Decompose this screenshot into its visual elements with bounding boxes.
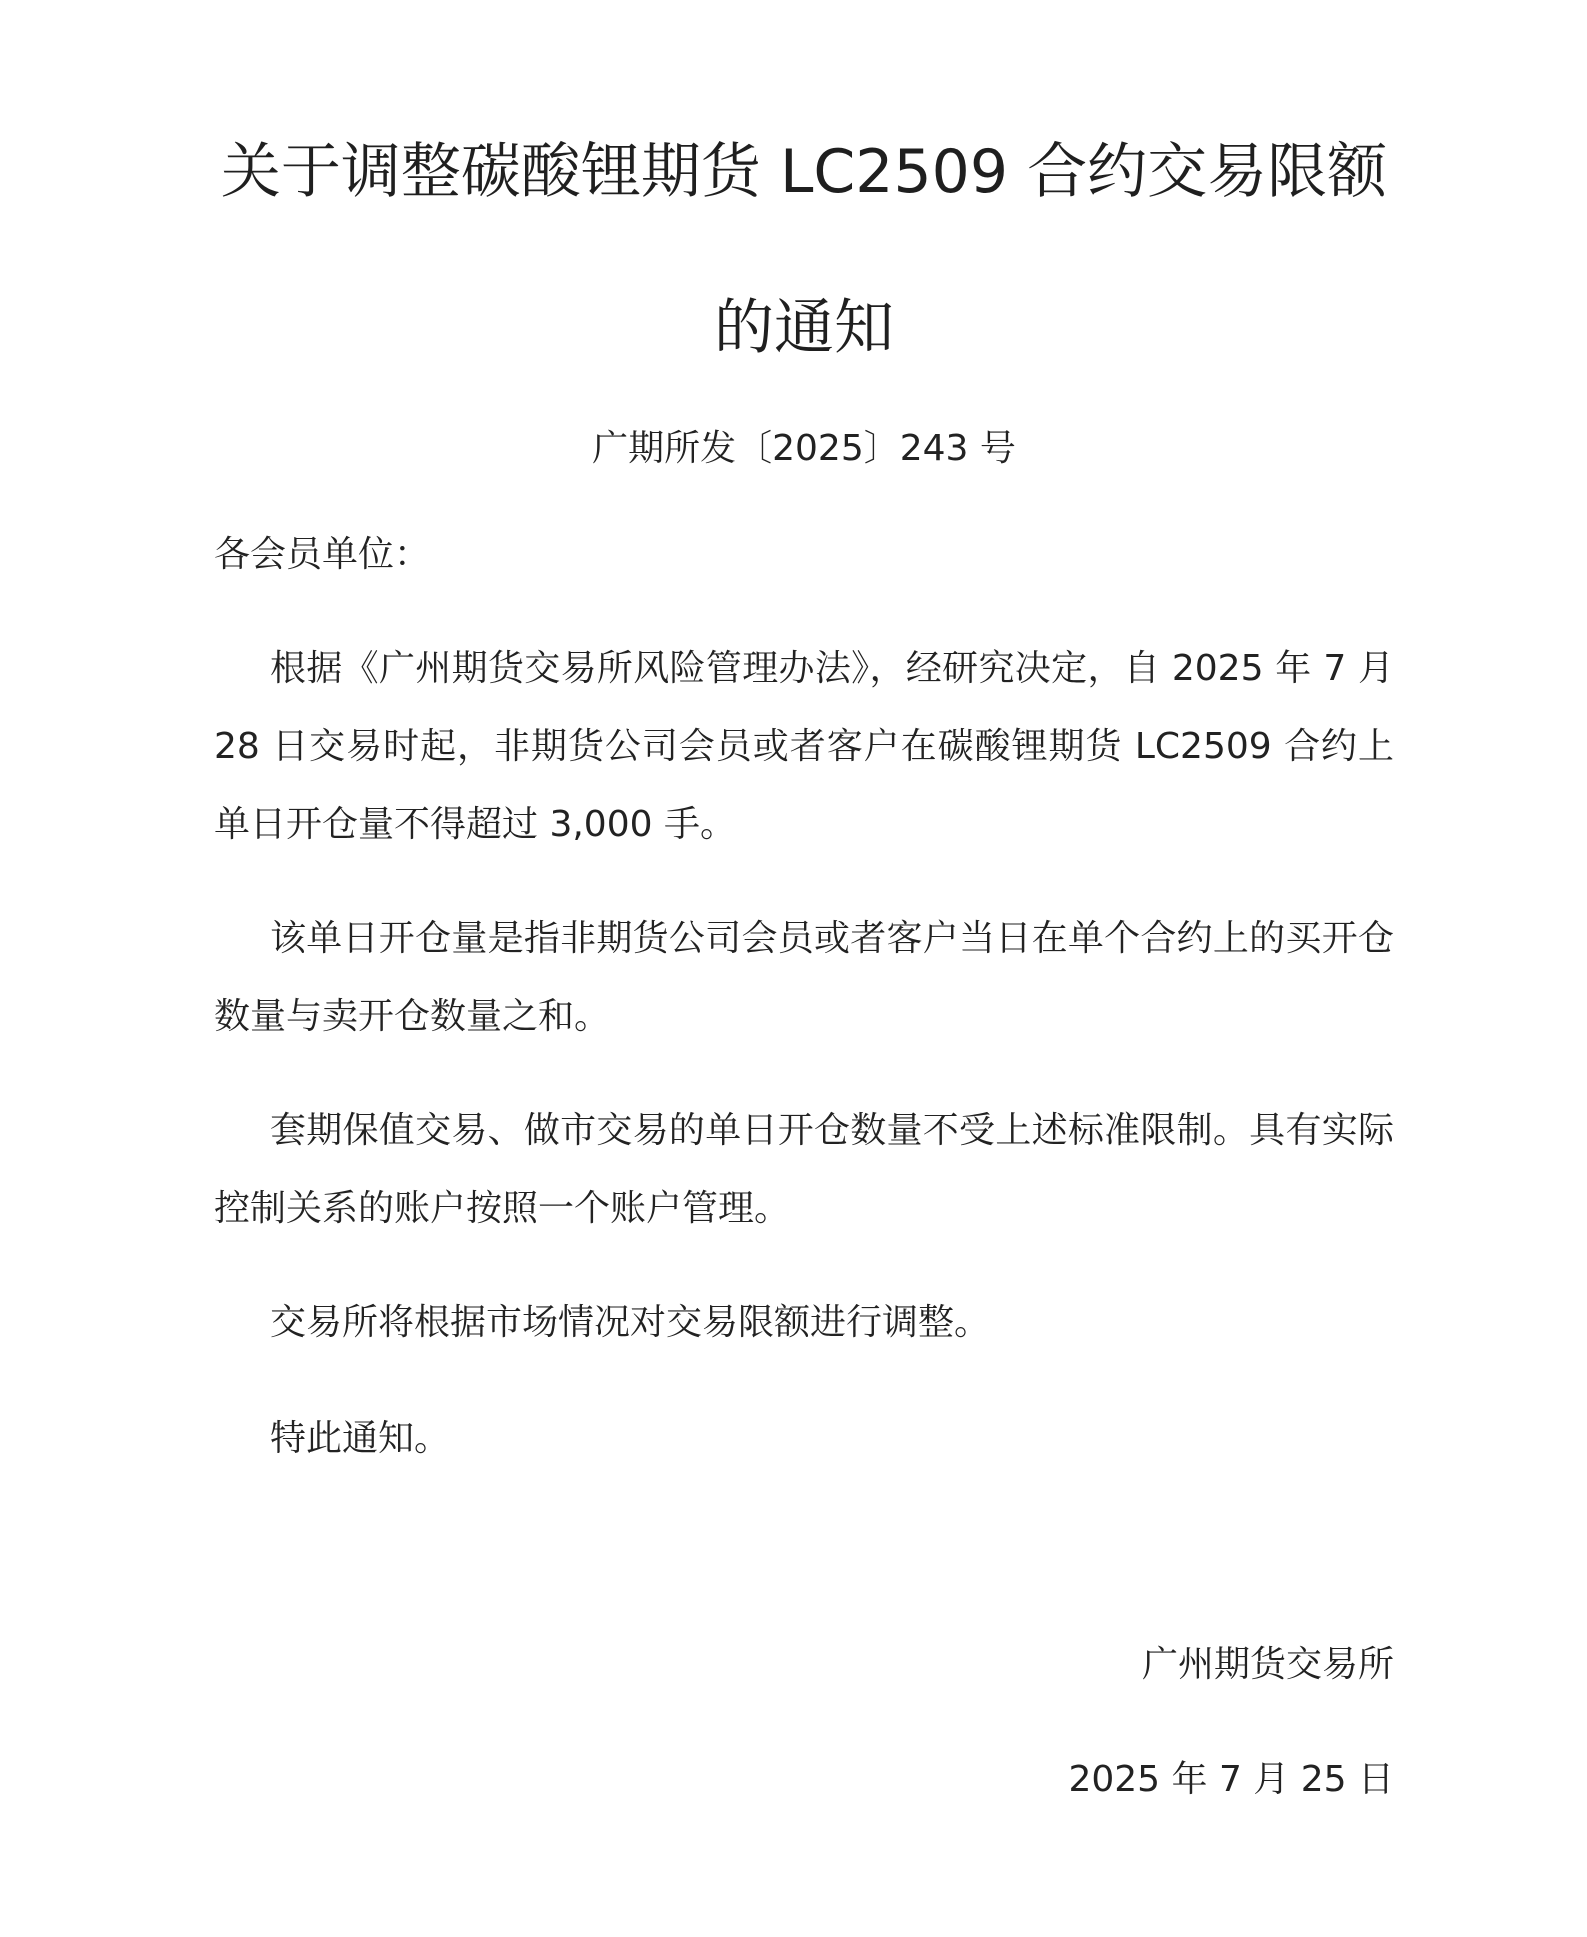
issue-date: 2025 年 7 月 25 日 xyxy=(1068,1759,1394,1800)
body-paragraph-1: 根据《广州期货交易所风险管理办法》，经研究决定，自 2025 年 7 月 28 日交易时起，非期货公司会员或者客户在碳酸锂期货 LC2509 合约上单日开仓量不得超过 3,000 手。 xyxy=(214,648,1394,845)
document-title-line-2: 的通知 xyxy=(714,293,894,363)
issuer-signature: 广州期货交易所 xyxy=(1141,1644,1394,1685)
body-paragraph-3: 套期保值交易、做市交易的单日开仓数量不受上述标准限制。具有实际控制关系的账户按照一个账户管理。 xyxy=(214,1110,1394,1229)
document-number: 广期所发〔2025〕243 号 xyxy=(592,428,1016,469)
body-paragraph-5: 特此通知。 xyxy=(270,1418,451,1459)
body-paragraph-4: 交易所将根据市场情况对交易限额进行调整。 xyxy=(270,1302,991,1343)
document-title-line-1: 关于调整碳酸锂期货 LC2509 合约交易限额 xyxy=(220,137,1388,207)
body-paragraph-2: 该单日开仓量是指非期货公司会员或者客户当日在单个合约上的买开仓数量与卖开仓数量之和。 xyxy=(214,918,1394,1037)
notice-document xyxy=(214,0,1394,1937)
salutation: 各会员单位： xyxy=(214,534,431,575)
